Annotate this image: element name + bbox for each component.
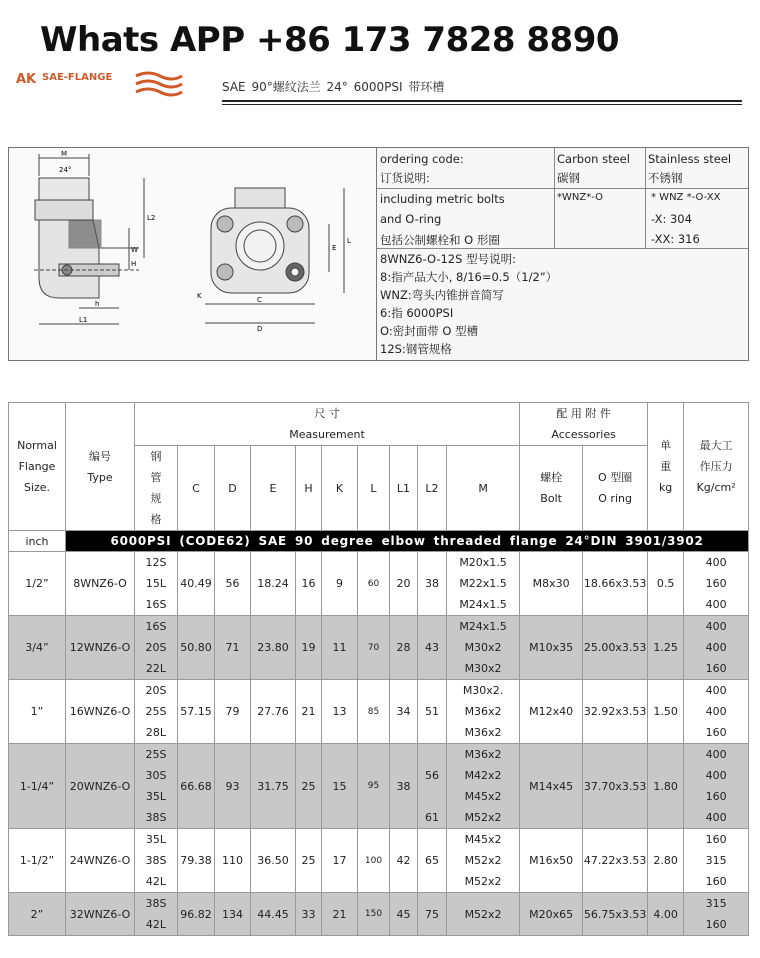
header-row-1 (9, 403, 749, 446)
dim-c: C (257, 296, 262, 304)
cell-tubes-value: 35L (145, 790, 167, 803)
cell-tubes-value: 22L (145, 662, 167, 675)
dim-24deg: 24° (59, 166, 72, 174)
cell-m-value: M45x2 (464, 833, 502, 846)
cell-tubes (135, 744, 178, 829)
cell-l2-value: 56 (425, 769, 439, 782)
cell-m (447, 552, 520, 616)
cell-c: 66.68 (178, 744, 215, 829)
explain-size: 8:指产品大小, 8/16=0.5（1/2”） (380, 270, 558, 284)
table-row (9, 893, 749, 936)
cell-e: 23.80 (251, 616, 296, 680)
spec-box (8, 147, 749, 361)
carbon-code: *WNZ*-O (557, 192, 603, 203)
xx316: -XX: 316 (651, 232, 700, 246)
cell-k: 13 (322, 680, 358, 744)
cell-d: 56 (215, 552, 251, 616)
cell-tubes-value: 20S (145, 684, 167, 697)
dim-d: D (257, 325, 263, 333)
brand-logo (14, 70, 184, 100)
cell-type: 32WNZ6-O (66, 893, 135, 936)
cell-l1: 28 (390, 616, 418, 680)
flange-drawing (9, 148, 376, 360)
cell-tubes (135, 893, 178, 936)
cell-kg: 2.80 (648, 829, 684, 893)
cell-h: 21 (296, 680, 322, 744)
cell-l: 150 (358, 893, 390, 936)
cell-h: 25 (296, 744, 322, 829)
page-subtitle: SAE 90°螺纹法兰 24° 6000PSI 带环槽 (222, 80, 445, 94)
cell-l2: 51 (418, 680, 447, 744)
stainless-steel-cn: 不锈钢 (648, 171, 683, 185)
ordering-code-cn: 订货说明: (380, 171, 430, 185)
cell-k: 11 (322, 616, 358, 680)
ordering-info (377, 148, 748, 360)
cell-l2: 38 (418, 552, 447, 616)
cell-type: 16WNZ6-O (66, 680, 135, 744)
cell-bolt: M16x50 (520, 829, 583, 893)
cell-pressure-value: 160 (705, 790, 727, 803)
h-accessories: 配 用 附 件 Accessories (520, 403, 648, 446)
cell-bolt: M20x65 (520, 893, 583, 936)
cell-pressure (684, 552, 749, 616)
cell-l1: 20 (390, 552, 418, 616)
cell-tubes (135, 552, 178, 616)
dim-l2: L2 (147, 214, 156, 222)
h-col-c: C (178, 446, 215, 531)
cell-size: 1/2” (9, 552, 66, 616)
cell-pressure-value: 400 (705, 684, 727, 697)
cell-h: 33 (296, 893, 322, 936)
table-row (9, 616, 749, 680)
cell-l1: 34 (390, 680, 418, 744)
x304: -X: 304 (651, 212, 692, 226)
cell-d: 134 (215, 893, 251, 936)
example-line: 8WNZ6-O-12S 型号说明: (380, 252, 516, 266)
table-row (9, 552, 749, 616)
h-tube: 钢 管 规 格 (135, 446, 178, 531)
cell-d: 110 (215, 829, 251, 893)
h-oring: O 型圈 O ring (583, 446, 648, 531)
dim-m: M (61, 150, 68, 158)
cell-oring: 37.70x3.53 (583, 744, 648, 829)
logo-brand: SAE-FLANGE (42, 72, 113, 83)
logo-waves-icon (134, 70, 184, 98)
cell-oring: 32.92x3.53 (583, 680, 648, 744)
h-weight: 单 重 kg (648, 403, 684, 531)
cell-m-value: M30x2 (464, 641, 502, 654)
cell-m-value: M42x2 (464, 769, 502, 782)
cell-l: 100 (358, 829, 390, 893)
cell-tubes (135, 680, 178, 744)
cell-oring: 47.22x3.53 (583, 829, 648, 893)
header-rule-thin (222, 104, 742, 105)
carbon-steel-cn: 碳钢 (557, 171, 580, 185)
cell-k: 17 (322, 829, 358, 893)
cell-l2-spacer (418, 786, 446, 807)
cell-e: 36.50 (251, 829, 296, 893)
cell-pressure-value: 400 (705, 748, 727, 761)
cell-tubes-value: 15L (145, 577, 167, 590)
dim-h: h (95, 300, 100, 308)
header-rule (222, 100, 742, 102)
cell-bolt: M14x45 (520, 744, 583, 829)
cell-c: 96.82 (178, 893, 215, 936)
cell-size: 2” (9, 893, 66, 936)
cell-size: 1-1/2” (9, 829, 66, 893)
cell-tubes-value: 25S (145, 705, 167, 718)
cell-m-value: M22x1.5 (459, 577, 507, 590)
cell-m-value: M52x2 (464, 811, 502, 824)
spec-table (8, 402, 749, 936)
h-col-l2: L2 (418, 446, 447, 531)
cell-m-value: M30x2. (462, 684, 504, 697)
cell-pressure-value: 400 (705, 811, 727, 824)
table-row (9, 829, 749, 893)
cell-pressure-value: 160 (705, 726, 727, 739)
cell-tubes-value: 16S (145, 620, 167, 633)
dim-w: W (131, 246, 138, 254)
cell-d: 71 (215, 616, 251, 680)
cell-c: 50.80 (178, 616, 215, 680)
cell-l2: 65 (418, 829, 447, 893)
h-col-h: H (296, 446, 322, 531)
cell-d: 79 (215, 680, 251, 744)
cell-l2: 43 (418, 616, 447, 680)
cell-pressure (684, 680, 749, 744)
cell-pressure-value: 400 (705, 769, 727, 782)
stainless-steel-label: Stainless steel (648, 152, 732, 166)
cell-l: 95 (358, 744, 390, 829)
carbon-steel-label: Carbon steel (557, 152, 630, 166)
cell-oring: 56.75x3.53 (583, 893, 648, 936)
cell-m (447, 616, 520, 680)
cell-tubes-value: 12S (145, 556, 167, 569)
cell-type: 24WNZ6-O (66, 829, 135, 893)
cell-l2-spacer (418, 744, 446, 765)
cell-m-value: M45x2 (464, 790, 502, 803)
cell-m (447, 829, 520, 893)
cell-pressure-value: 160 (705, 918, 727, 931)
cell-m-value: M30x2 (464, 662, 502, 675)
cell-oring: 25.00x3.53 (583, 616, 648, 680)
h-col-e: E (251, 446, 296, 531)
and-oring: and O-ring (380, 212, 442, 226)
cell-pressure-value: 400 (705, 705, 727, 718)
cell-kg: 1.50 (648, 680, 684, 744)
cell-m-value: M36x2 (464, 748, 502, 761)
cell-m-value: M24x1.5 (459, 598, 507, 611)
stainless-code: * WNZ *-O-XX (651, 192, 721, 203)
cell-tubes-value: 42L (145, 918, 167, 931)
h-col-m: M (447, 446, 520, 531)
table-row (9, 680, 749, 744)
banner-text: 6000PSI (CODE62) SAE 90 degree elbow threaded flange 24°DIN 3901/3902 (66, 531, 749, 552)
cell-l1: 42 (390, 829, 418, 893)
explain-oring: O:密封面带 O 型槽 (380, 324, 479, 338)
cell-e: 44.45 (251, 893, 296, 936)
cell-pressure-value: 400 (705, 641, 727, 654)
cell-e: 27.76 (251, 680, 296, 744)
cell-l: 60 (358, 552, 390, 616)
including-cn: 包括公制螺栓和 O 形圈 (380, 233, 500, 247)
cell-h: 25 (296, 829, 322, 893)
cell-l1: 45 (390, 893, 418, 936)
cell-m (447, 680, 520, 744)
cell-tubes (135, 616, 178, 680)
cell-pressure-value: 400 (705, 620, 727, 633)
cell-m-value: M52x2 (464, 875, 502, 888)
banner-inch: inch (9, 531, 66, 552)
cell-m: M52x2 (447, 893, 520, 936)
cell-tubes-value: 20S (145, 641, 167, 654)
cell-pressure-value: 315 (705, 854, 727, 867)
cell-bolt: M10x35 (520, 616, 583, 680)
cell-kg: 1.25 (648, 616, 684, 680)
cell-c: 40.49 (178, 552, 215, 616)
cell-tubes-value: 28L (145, 726, 167, 739)
banner-row (9, 531, 749, 552)
cell-tubes-value: 38S (145, 897, 167, 910)
explain-tube: 12S:钢管规格 (380, 342, 452, 356)
dim-l1: L1 (79, 316, 88, 324)
cell-d: 93 (215, 744, 251, 829)
cell-l2: 75 (418, 893, 447, 936)
h-col-k: K (322, 446, 358, 531)
h-type: 编号 Type (66, 403, 135, 531)
cell-m-value: M36x2 (464, 726, 502, 739)
h-col-d: D (215, 446, 251, 531)
dim-h-left: H (131, 260, 137, 268)
cell-oring: 18.66x3.53 (583, 552, 648, 616)
cell-bolt: M12x40 (520, 680, 583, 744)
h-bolt: 螺栓 Bolt (520, 446, 583, 531)
dim-e: E (332, 244, 337, 252)
h-col-l1: L1 (390, 446, 418, 531)
cell-tubes-value: 16S (145, 598, 167, 611)
ordering-code-label: ordering code: (380, 152, 464, 166)
dim-k: K (197, 292, 202, 300)
cell-tubes-value: 38S (145, 811, 167, 824)
cell-c: 79.38 (178, 829, 215, 893)
technical-drawing (9, 148, 377, 360)
cell-size: 3/4” (9, 616, 66, 680)
cell-kg: 0.5 (648, 552, 684, 616)
table-row (9, 744, 749, 829)
cell-pressure (684, 616, 749, 680)
cell-pressure-value: 160 (705, 662, 727, 675)
cell-kg: 1.80 (648, 744, 684, 829)
cell-pressure-value: 160 (705, 875, 727, 888)
cell-m-value: M24x1.5 (459, 620, 507, 633)
cell-bolt: M8x30 (520, 552, 583, 616)
cell-m-value: M52x2 (464, 854, 502, 867)
cell-size: 1-1/4” (9, 744, 66, 829)
cell-pressure-value: 400 (705, 598, 727, 611)
cell-h: 16 (296, 552, 322, 616)
cell-tubes-value: 42L (145, 875, 167, 888)
cell-l2-value: 61 (425, 811, 439, 824)
cell-k: 9 (322, 552, 358, 616)
h-measurement: 尺 寸 Measurement (135, 403, 520, 446)
cell-size: 1” (9, 680, 66, 744)
cell-type: 8WNZ6-O (66, 552, 135, 616)
cell-pressure (684, 744, 749, 829)
cell-m-value: M20x1.5 (459, 556, 507, 569)
cell-type: 20WNZ6-O (66, 744, 135, 829)
whatsapp-contact: Whats APP +86 173 7828 8890 (40, 20, 620, 60)
cell-h: 19 (296, 616, 322, 680)
cell-pressure-value: 315 (705, 897, 727, 910)
cell-tubes-value: 30S (145, 769, 167, 782)
dim-l: L (347, 237, 351, 245)
logo-ak: AK (16, 72, 37, 87)
cell-tubes (135, 829, 178, 893)
h-size: Normal Flange Size. (9, 403, 66, 531)
cell-pressure-value: 400 (705, 556, 727, 569)
explain-psi: 6:指 6000PSI (380, 306, 454, 320)
cell-e: 31.75 (251, 744, 296, 829)
cell-l: 85 (358, 680, 390, 744)
cell-tubes-value: 25S (145, 748, 167, 761)
cell-k: 15 (322, 744, 358, 829)
cell-pressure (684, 829, 749, 893)
cell-pressure (684, 893, 749, 936)
cell-kg: 4.00 (648, 893, 684, 936)
cell-type: 12WNZ6-O (66, 616, 135, 680)
cell-c: 57.15 (178, 680, 215, 744)
cell-tubes-value: 38S (145, 854, 167, 867)
cell-pressure-value: 160 (705, 833, 727, 846)
explain-wnz: WNZ:弯头内锥拼音简写 (380, 288, 504, 302)
cell-pressure-value: 160 (705, 577, 727, 590)
including-bolts: including metric bolts (380, 192, 505, 206)
cell-k: 21 (322, 893, 358, 936)
cell-e: 18.24 (251, 552, 296, 616)
cell-l2 (418, 744, 447, 829)
cell-l: 70 (358, 616, 390, 680)
h-pressure: 最大工 作压力 Kg/cm² (684, 403, 749, 531)
cell-l1: 38 (390, 744, 418, 829)
cell-m-value: M36x2 (464, 705, 502, 718)
cell-tubes-value: 35L (145, 833, 167, 846)
cell-m (447, 744, 520, 829)
h-col-l: L (358, 446, 390, 531)
